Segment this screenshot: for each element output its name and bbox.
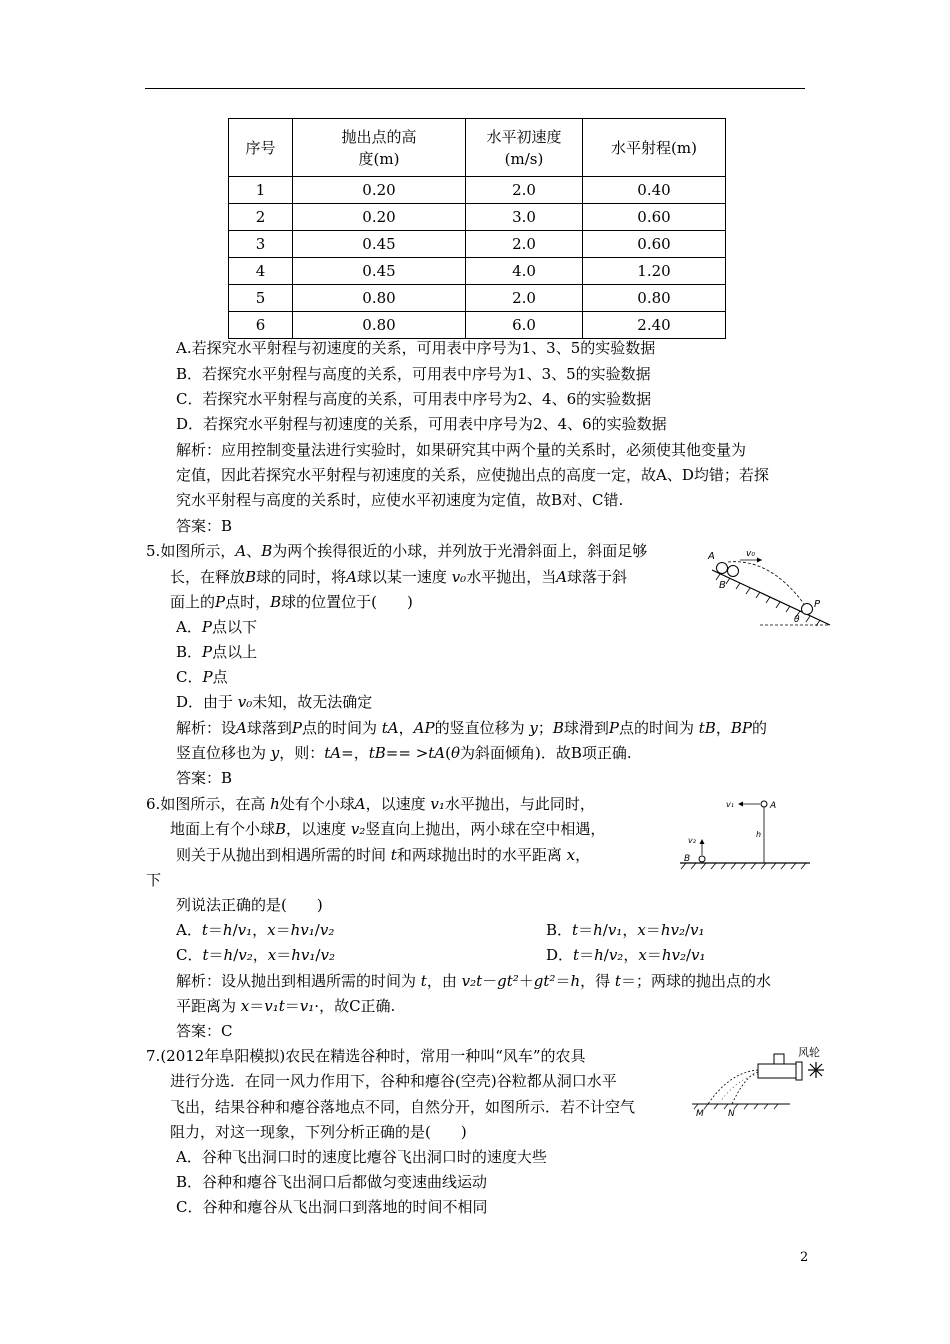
q5-analysis-line: 解析：设A球落到P点的时间为 tA，AP的竖直位移为 y；B球滑到P点的时间为 tB，BP的 [176,719,767,737]
label-n: N [728,1109,735,1119]
arrow-head [757,558,762,563]
q6-option-c: C．t＝h/v₂，x＝hv₁/v₂ [176,946,335,964]
label-p: P [814,599,821,610]
q4-option-d: D．若探究水平射程与初速度的关系，可用表中序号为2、4、6的实验数据 [176,415,667,433]
trajectory-near [732,1072,758,1104]
q7-option-a: A．谷种飞出洞口时的速度比瘪谷飞出洞口时的速度大些 [176,1148,547,1166]
hopper [774,1054,784,1064]
label-a: A [770,801,777,811]
trajectory-mid [720,1074,758,1102]
table-header-row [229,119,726,177]
q6-option-d: D．t＝h/v₂，x＝hv₂/v₁ [546,946,706,964]
label-b: B [719,580,726,591]
header-velocity: 水平初速度 (m/s) [466,119,583,177]
ball-b [699,856,705,862]
q6-stem-line: 则关于从抛出到相遇所需的时间 t和两球抛出时的水平距离 x， [176,846,591,864]
q4-option-c: C．若探究水平射程与高度的关系，可用表中序号为2、4、6的实验数据 [176,390,652,408]
trajectory-far [708,1070,758,1104]
q6-option-a: A．t＝h/v₁，x＝hv₁/v₂ [176,921,335,939]
fan-wheel-icon [808,1062,824,1078]
q5-incline-figure [700,540,835,630]
incline-hatching [716,574,820,626]
table-row: 6 0.80 6.0 2.40 [229,312,726,339]
q4-option-a: A.若探究水平射程与初速度的关系，可用表中序号为1、3、5的实验数据 [176,339,656,357]
label-v1: v₁ [726,800,734,809]
ground-hatching [681,863,806,869]
v2-arrow-head [700,839,705,844]
q6-projectile-figure [678,795,813,870]
label-h: h [756,830,762,839]
label-theta: θ [794,615,800,625]
q5-stem-line: 5.如图所示，A、B为两个挨得很近的小球，并列放于光滑斜面上，斜面足够 [146,542,648,560]
q7-option-c: C．谷种和瘪谷从飞出洞口到落地的时间不相同 [176,1198,488,1216]
q4-option-b: B．若探究水平射程与高度的关系，可用表中序号为1、3、5的实验数据 [176,365,651,383]
ball-a [761,801,767,807]
table-row: 2 0.20 3.0 0.60 [229,204,726,231]
q4-analysis-line: 究水平射程与高度的关系时，应使水平初速度为定值，故B对、C错. [176,491,624,509]
q6-stem-line: 6.如图所示，在高 h处有个小球A，以速度 v₁水平抛出，与此同时， [146,795,595,813]
v1-arrow-head [738,802,743,807]
ball-a [717,563,728,574]
label-b: B [684,854,691,864]
q6-analysis-line: 平距离为 x＝v₁t＝v₁·，故C正确. [176,997,396,1015]
fan-housing [796,1062,802,1080]
label-m: M [696,1109,704,1119]
header-height: 抛出点的高 度(m) [293,119,466,177]
q7-option-b: B．谷种和瘪谷飞出洞口后都做匀变速曲线运动 [176,1173,488,1191]
q4-analysis-line: 定值，因此若探究水平射程与初速度的关系，应使抛出点的高度一定，故A、D均错；若探 [176,466,769,484]
ball-b [728,566,739,577]
q7-stem-line: 阻力，对这一现象，下列分析正确的是( ) [170,1123,467,1141]
ball-at-p [802,604,813,615]
label-v2: v₂ [688,836,696,845]
q5-option-a: A．P点以下 [176,618,257,636]
table-row: 3 0.45 2.0 0.60 [229,231,726,258]
q7-winnower-figure [690,1046,835,1121]
header-rule [145,88,805,89]
table-row: 4 0.45 4.0 1.20 [229,258,726,285]
q5-analysis-line: 竖直位移也为 y，则：tA=，tB== >tA(θ为斜面倾角)．故B项正确. [176,744,632,762]
q6-option-b: B．t＝h/v₁，x＝hv₂/v₁ [546,921,705,939]
q5-option-b: B．P点以上 [176,643,258,661]
q6-stem-line: 列说法正确的是( ) [176,896,323,914]
q5-stem-line: 面上的P点时，B球的位置位于( ) [170,593,413,611]
q4-analysis-line: 解析：应用控制变量法进行实验时，如果研究其中两个量的关系时，必须使其他变量为 [176,441,747,459]
q4-answer: 答案：B [176,517,233,535]
page-number: 2 [800,1250,809,1265]
q6-stem-line: 地面上有个小球B，以速度 v₂竖直向上抛出，两小球在空中相遇， [170,820,606,838]
header-index: 序号 [229,119,293,177]
q6-answer: 答案：C [176,1022,233,1040]
q6-stem-line: 下 [146,871,162,889]
q5-option-d: D．由于 v₀未知，故无法确定 [176,693,373,711]
q7-stem-line: 7.(2012年阜阳模拟)农民在精选谷种时，常用一种叫“风车”的农具 [146,1047,586,1065]
q7-stem-line: 进行分选．在同一风力作用下，谷种和瘪谷(空壳)谷粒都从洞口水平 [170,1072,617,1090]
q7-stem-line: 飞出，结果谷种和瘪谷落地点不同，自然分开，如图所示．若不计空气 [170,1098,636,1116]
outlet-tube [758,1064,796,1078]
label-wind-wheel: 风轮 [798,1046,820,1059]
header-range: 水平射程(m) [583,119,726,177]
table-row: 5 0.80 2.0 0.80 [229,285,726,312]
q5-option-c: C．P点 [176,668,228,686]
q5-stem-line: 长，在释放B球的同时，将A球以某一速度 v₀水平抛出，当A球落于斜 [170,568,628,586]
label-v0: v₀ [746,549,755,559]
q6-analysis-line: 解析：设从抛出到相遇所需的时间为 t，由 v₂t－gt²＋gt²＝h，得 t＝；两球的抛出点的水 [176,972,771,990]
experiment-data-table [228,118,726,339]
table-row: 1 0.20 2.0 0.40 [229,177,726,204]
ground-hatching [694,1104,778,1109]
q5-answer: 答案：B [176,769,233,787]
label-a: A [708,551,715,562]
